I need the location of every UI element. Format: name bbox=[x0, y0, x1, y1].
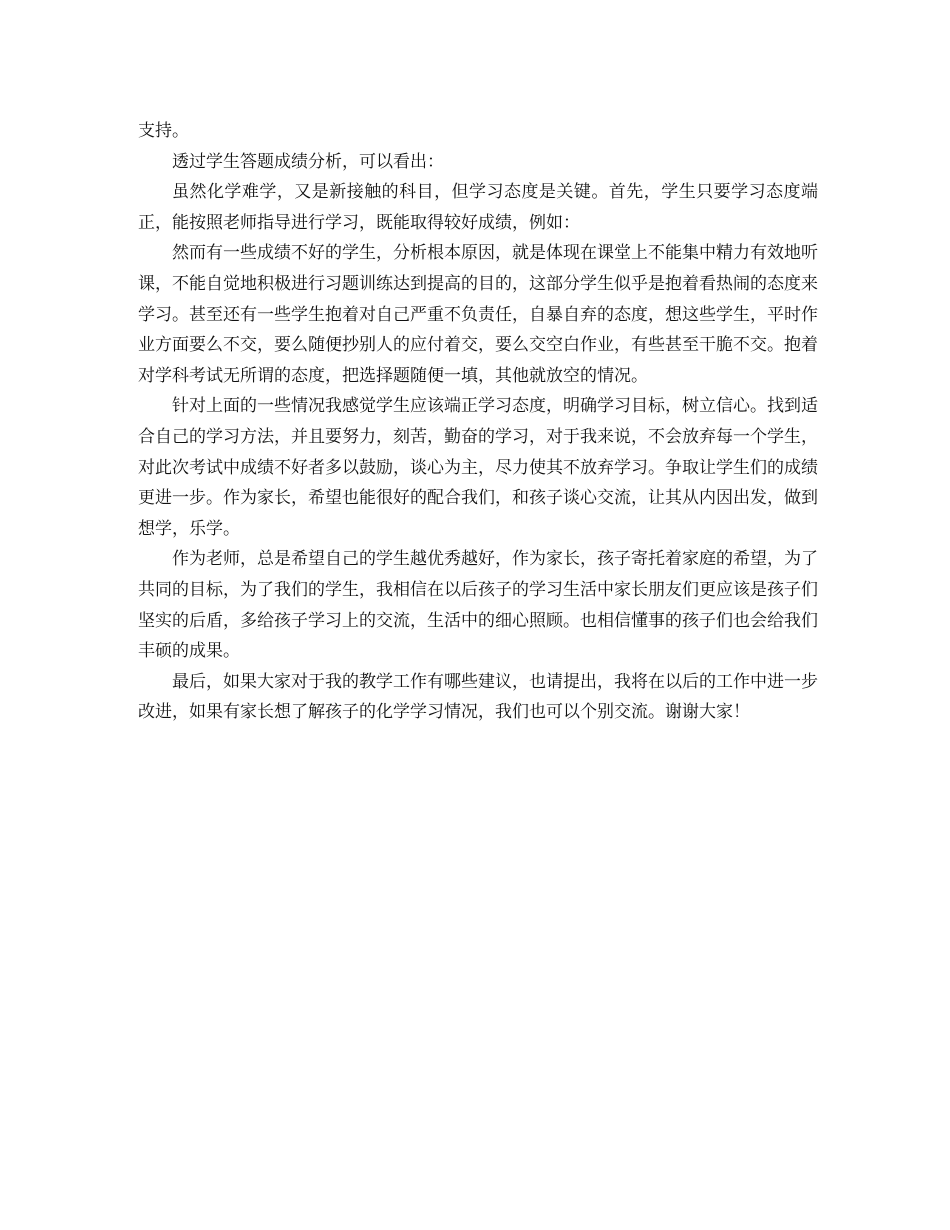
paragraph-1: 支持。 bbox=[138, 121, 189, 141]
paragraph-7: 最后，如果大家对于我的教学工作有哪些建议，也请提出，我将在以后的工作中进一步改进，如果有家长想了解孩子的化学学习情况，我们也可以个别交流。谢谢大家！ bbox=[138, 671, 818, 723]
document-body bbox=[138, 116, 818, 728]
paragraph-6: 作为老师，总是希望自己的学生越优秀越好，作为家长，孩子寄托着家庭的希望，为了共同的目标，为了我们的学生，我相信在以后孩子的学习生活中家长朋友们更应该是孩子们坚实的后盾，多给孩子学习上的交流，生活中的细心照顾。也相信懂事的孩子们也会给我们丰硕的成果。 bbox=[138, 549, 818, 662]
paragraph-2: 透过学生答题成绩分析，可以看出： bbox=[172, 151, 444, 172]
paragraph-5: 针对上面的一些情况我感觉学生应该端正学习态度，明确学习目标，树立信心。找到适合自己的学习方法，并且要努力，刻苦，勤奋的学习，对于我来说，不会放弃每一个学生，对此次考试中成绩不好者多以鼓励，谈心为主，尽力使其不放弃学习。争取让学生们的成绩更进一步。作为家长，希望也能很好的配合我们，和孩子谈心交流，让其从内因出发，做到想学，乐学。 bbox=[138, 396, 818, 539]
paragraph-4: 然而有一些成绩不好的学生，分析根本原因，就是体现在课堂上不能集中精力有效地听课，不能自觉地积极进行习题训练达到提高的目的，这部分学生似乎是抱着看热闹的态度来学习。甚至还有一些学生抱着对自己严重不负责任，自暴自弃的态度，想这些学生，平时作业方面要么不交，要么随便抄别人的应付着交，要么交空白作业，有些甚至干脆不交。抱着对学科考试无所谓的态度，把选择题随便一填，其他就放空的情况。 bbox=[138, 243, 818, 386]
paragraph-3: 虽然化学难学，又是新接触的科目，但学习态度是关键。首先，学生只要学习态度端正，能按照老师指导进行学习，既能取得较好成绩，例如： bbox=[138, 182, 818, 233]
